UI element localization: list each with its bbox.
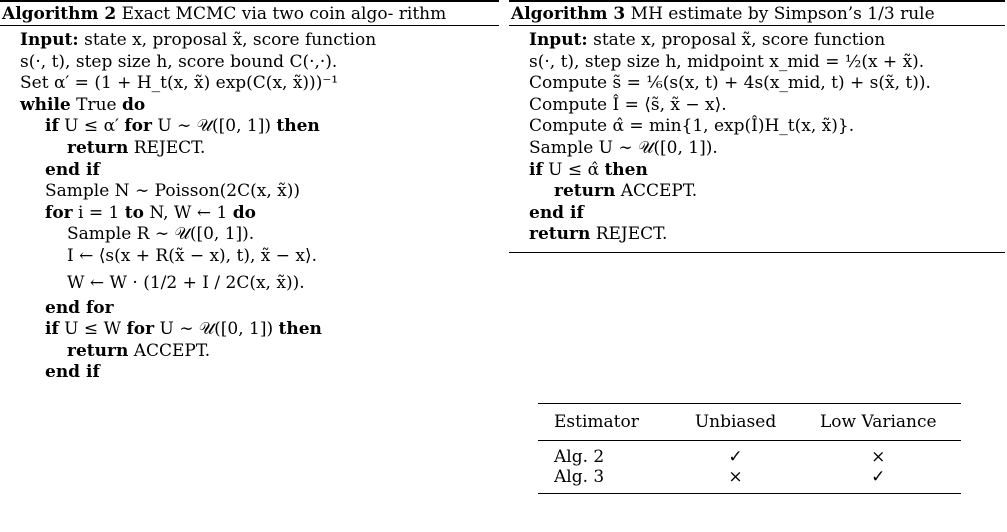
alg2-line: Sample N ∼ Poisson(2C(x, x̃)) <box>45 181 300 202</box>
alg2-line: if U ≤ α′ for U ∼ 𝒰([0, 1]) then <box>45 116 320 137</box>
row-low-variance: ✓ <box>871 467 886 487</box>
algorithm-3-caption <box>509 2 1005 25</box>
alg2-line: I ← ⟨s(x + R(x̃ − x), t), x̃ − x⟩. <box>67 245 318 266</box>
alg2-line: end if <box>45 159 100 180</box>
alg2-line: return REJECT. <box>67 137 206 158</box>
row-estimator: Alg. 3 <box>554 467 605 487</box>
header-estimator: Estimator <box>554 412 639 432</box>
row-unbiased: ✓ <box>728 447 743 467</box>
alg3-line: return REJECT. <box>529 224 668 245</box>
alg2-line: for i = 1 to N, W ← 1 do <box>45 202 256 223</box>
table-row <box>538 441 961 468</box>
alg3-line: Compute s̃ = ⅙(s(x, t) + 4s(x_mid, t) + s(x̃, t)). <box>529 73 931 94</box>
alg2-line: W ← W · (1/2 + I / 2C(x, x̃)). <box>67 272 305 293</box>
alg3-line: Sample U ∼ 𝒰([0, 1]). <box>529 137 718 158</box>
alg3-line: return ACCEPT. <box>554 181 698 202</box>
alg3-line: end if <box>529 202 584 223</box>
algorithm-3-title: MH estimate by Simpson’s 1/3 rule <box>630 4 935 24</box>
row-unbiased: × <box>728 467 743 487</box>
algorithm-3-body <box>509 26 1005 246</box>
alg2-line: while True do <box>20 94 146 115</box>
alg3-line: if U ≤ α̂ then <box>529 159 648 180</box>
row-estimator: Alg. 2 <box>554 447 605 467</box>
alg2-line: return ACCEPT. <box>67 340 211 361</box>
algorithm-2-label: Algorithm 2 <box>2 4 117 24</box>
algorithm-2-block <box>0 0 499 384</box>
algorithm-2-title: Exact MCMC via two coin algo- rithm <box>121 4 447 24</box>
alg2-line: Sample R ∼ 𝒰([0, 1]). <box>67 224 255 245</box>
alg3-line: Input: state x, proposal x̃, score function <box>529 30 886 50</box>
estimator-comparison-table <box>538 403 961 494</box>
alg2-line: if U ≤ W for U ∼ 𝒰([0, 1]) then <box>45 319 322 340</box>
alg3-line: Compute α̂ = min{1, exp(Î)H_t(x, x̃)}. <box>529 116 855 137</box>
alg3-line: s(·, t), step size h, midpoint x_mid = ½(x + x̃). <box>529 51 925 72</box>
algorithm-3-block <box>509 0 1005 253</box>
table-header-row <box>538 404 961 441</box>
alg2-line: end if <box>45 362 100 383</box>
algorithm-2-body <box>0 26 499 384</box>
alg2-line: Input: state x, proposal x̃, score function <box>20 30 377 50</box>
algorithm-3-label: Algorithm 3 <box>511 4 626 24</box>
table-row <box>538 467 961 494</box>
alg2-line: s(·, t), step size h, score bound C(·,·). <box>20 51 338 72</box>
bottom-rule <box>509 252 1005 253</box>
alg2-line: end for <box>45 297 114 318</box>
alg2-line: Set α′ = (1 + H_t(x, x̃) exp(C(x, x̃)))⁻¹ <box>20 73 339 94</box>
alg3-line: Compute Î = ⟨s̃, x̃ − x⟩. <box>529 94 727 115</box>
algorithm-2-caption <box>0 2 499 25</box>
header-unbiased: Unbiased <box>694 412 777 432</box>
row-low-variance: × <box>871 447 886 467</box>
header-low-variance: Low Variance <box>820 412 937 432</box>
